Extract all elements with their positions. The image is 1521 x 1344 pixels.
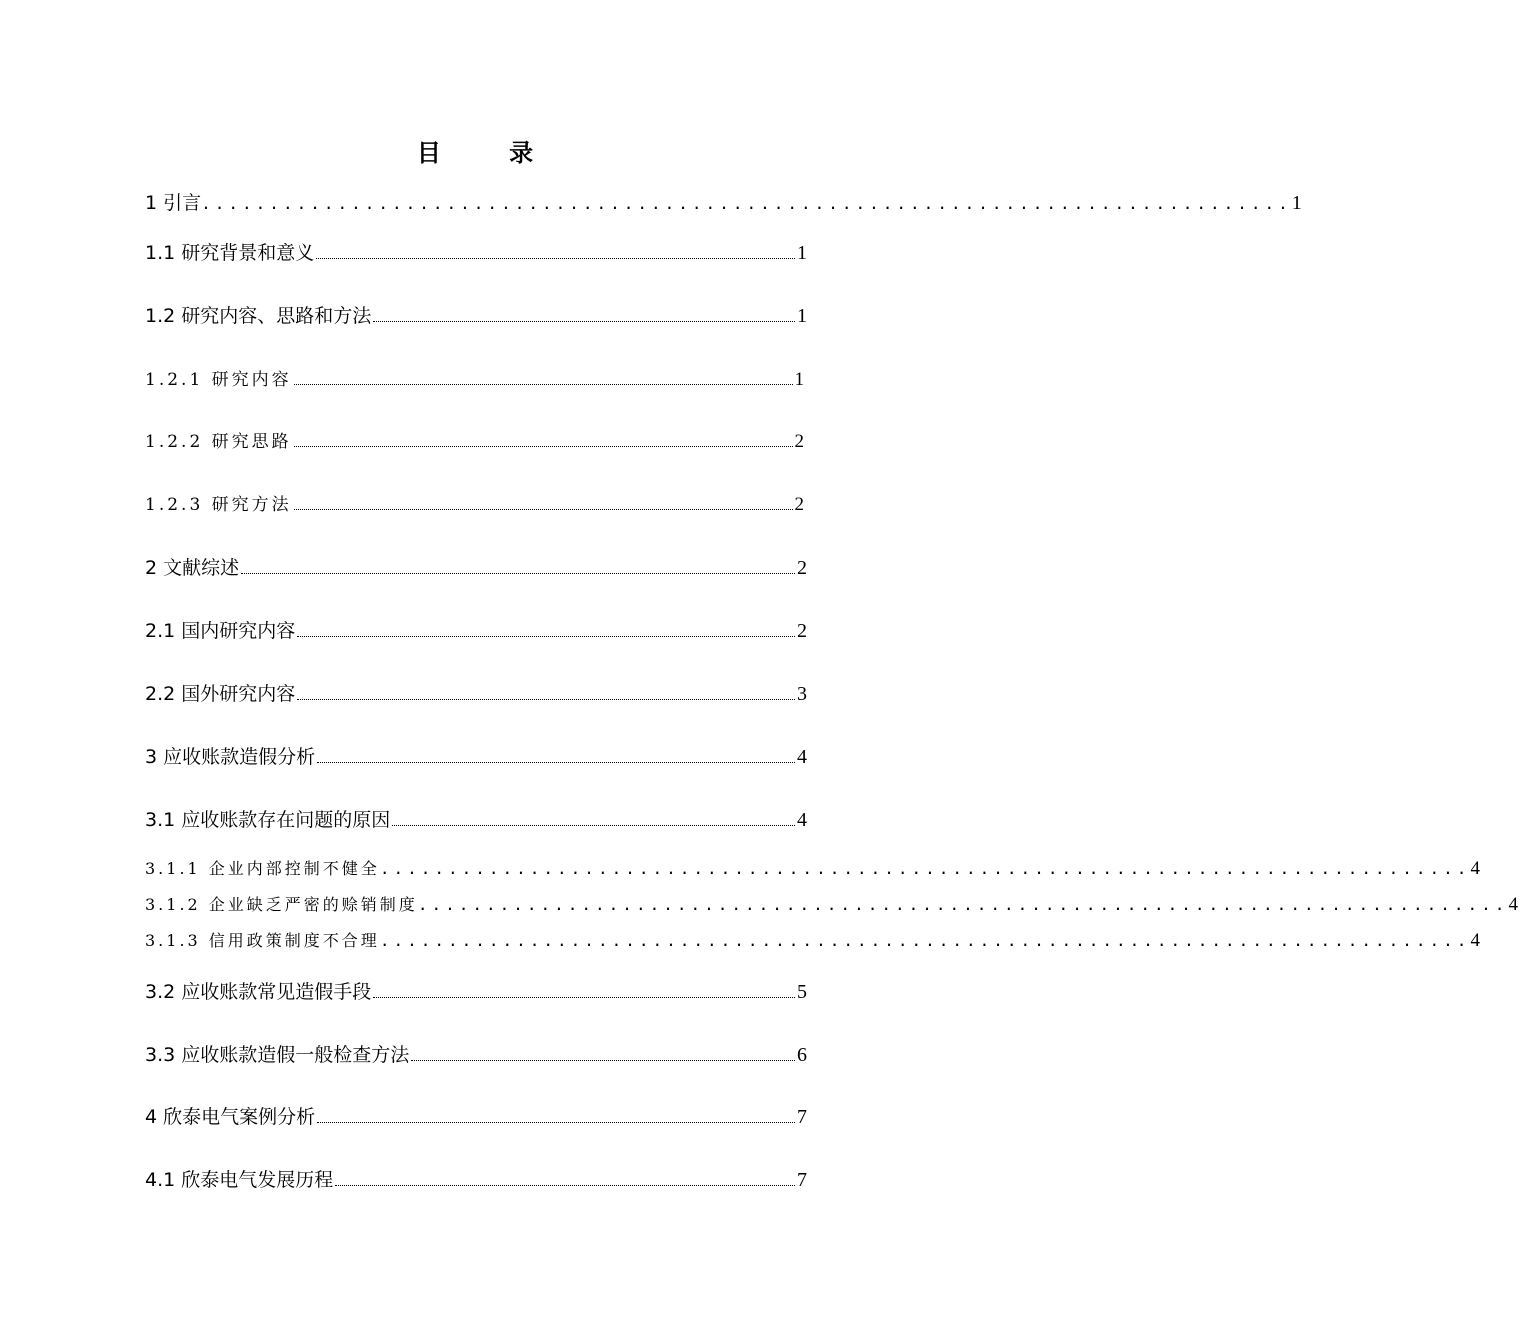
toc-leader-dots: ................................................................................ — [201, 194, 1292, 213]
toc-entry[interactable] — [145, 742, 807, 769]
toc-leader-dots — [392, 824, 795, 826]
toc-entry[interactable] — [145, 1165, 807, 1192]
toc-entry-label: 1 引言 — [145, 192, 202, 214]
toc-leader-dots — [297, 635, 795, 637]
toc-leader-dots: ................................................................................ — [417, 895, 1509, 914]
toc-entry[interactable] — [145, 616, 807, 643]
toc-leader-dots — [373, 996, 795, 998]
toc-entry-page: 4 — [1508, 894, 1521, 915]
toc-entry-label: 3.1.2 企业缺乏严密的赊销制度 — [145, 895, 418, 914]
toc-entry-label: 4.1 欣泰电气发展历程 — [145, 1169, 334, 1191]
toc-entry-label: 3.1.1 企业内部控制不健全 — [145, 859, 380, 878]
toc-entry[interactable] — [145, 553, 807, 580]
toc-entry-page: 2 — [794, 494, 807, 515]
toc-entry[interactable] — [145, 365, 807, 391]
toc-entry[interactable] — [145, 238, 807, 265]
toc-entry-page: 4 — [797, 746, 807, 768]
toc-entry-page: 4 — [1470, 858, 1483, 879]
toc-leader-dots — [317, 761, 795, 763]
toc-entry[interactable] — [145, 805, 807, 832]
toc-leader-dots — [335, 1184, 795, 1186]
toc-entry-page: 1 — [797, 242, 807, 264]
toc-entry[interactable] — [145, 490, 807, 516]
toc-leader-dots — [294, 383, 793, 385]
toc-entry[interactable] — [145, 892, 1521, 916]
toc-leader-dots: ................................................................................ — [379, 931, 1471, 950]
toc-leader-dots — [294, 508, 793, 510]
toc-entry-page: 1 — [1291, 192, 1302, 214]
toc-entry-page: 5 — [797, 981, 807, 1003]
toc-entry-label: 2 文献综述 — [145, 557, 240, 579]
toc-entry-label: 4 欣泰电气案例分析 — [145, 1106, 316, 1128]
toc-entry[interactable] — [145, 679, 807, 706]
toc-entry[interactable] — [145, 427, 807, 453]
toc-entry-label: 3.2 应收账款常见造假手段 — [145, 981, 372, 1003]
toc-leader-dots — [317, 1121, 795, 1123]
toc-leader-dots — [373, 320, 795, 322]
toc-entry-page: 3 — [797, 683, 807, 705]
toc-entry-label: 2.2 国外研究内容 — [145, 683, 296, 705]
toc-entry-page: 1 — [797, 305, 807, 327]
toc-entry-page: 4 — [797, 809, 807, 831]
toc-entry-label: 3.3 应收账款造假一般检查方法 — [145, 1044, 410, 1066]
toc-entry-label: 1.2.2 研究思路 — [145, 432, 292, 452]
toc-entry-label: 1.2.1 研究内容 — [145, 370, 292, 390]
toc-leader-dots — [294, 445, 793, 447]
toc-entry-label: 2.1 国内研究内容 — [145, 620, 296, 642]
toc-leader-dots — [411, 1059, 795, 1061]
toc-entry-page: 2 — [797, 620, 807, 642]
toc-entry[interactable] — [145, 1102, 807, 1129]
toc-entry[interactable] — [145, 928, 1483, 952]
toc-entry-page: 1 — [794, 369, 807, 390]
toc-entry-page: 7 — [797, 1169, 807, 1191]
toc-entry-label: 3 应收账款造假分析 — [145, 746, 316, 768]
toc-entry-page: 2 — [794, 431, 807, 452]
toc-entry-page: 2 — [797, 557, 807, 579]
toc-leader-dots — [241, 572, 795, 574]
toc-entry-label: 1.2.3 研究方法 — [145, 495, 292, 515]
toc-leader-dots — [316, 257, 795, 259]
toc-entry[interactable] — [145, 977, 807, 1004]
toc-entry-label: 3.1 应收账款存在问题的原因 — [145, 809, 391, 831]
toc-entry-page: 4 — [1470, 930, 1483, 951]
toc-entry-label: 3.1.3 信用政策制度不合理 — [145, 931, 380, 950]
toc-entry[interactable] — [145, 856, 1483, 880]
toc-entry-page: 7 — [797, 1106, 807, 1128]
toc-entry-label: 1.2 研究内容、思路和方法 — [145, 305, 372, 327]
toc-leader-dots: ................................................................................ — [379, 859, 1471, 878]
toc-entry[interactable] — [145, 1040, 807, 1067]
toc-entry-label: 1.1 研究背景和意义 — [145, 242, 315, 264]
toc-leader-dots — [297, 698, 795, 700]
toc-title: 目 录 — [416, 139, 564, 167]
toc-entry[interactable] — [145, 188, 1302, 215]
toc-entry-page: 6 — [797, 1044, 807, 1066]
toc-entry[interactable] — [145, 301, 807, 328]
